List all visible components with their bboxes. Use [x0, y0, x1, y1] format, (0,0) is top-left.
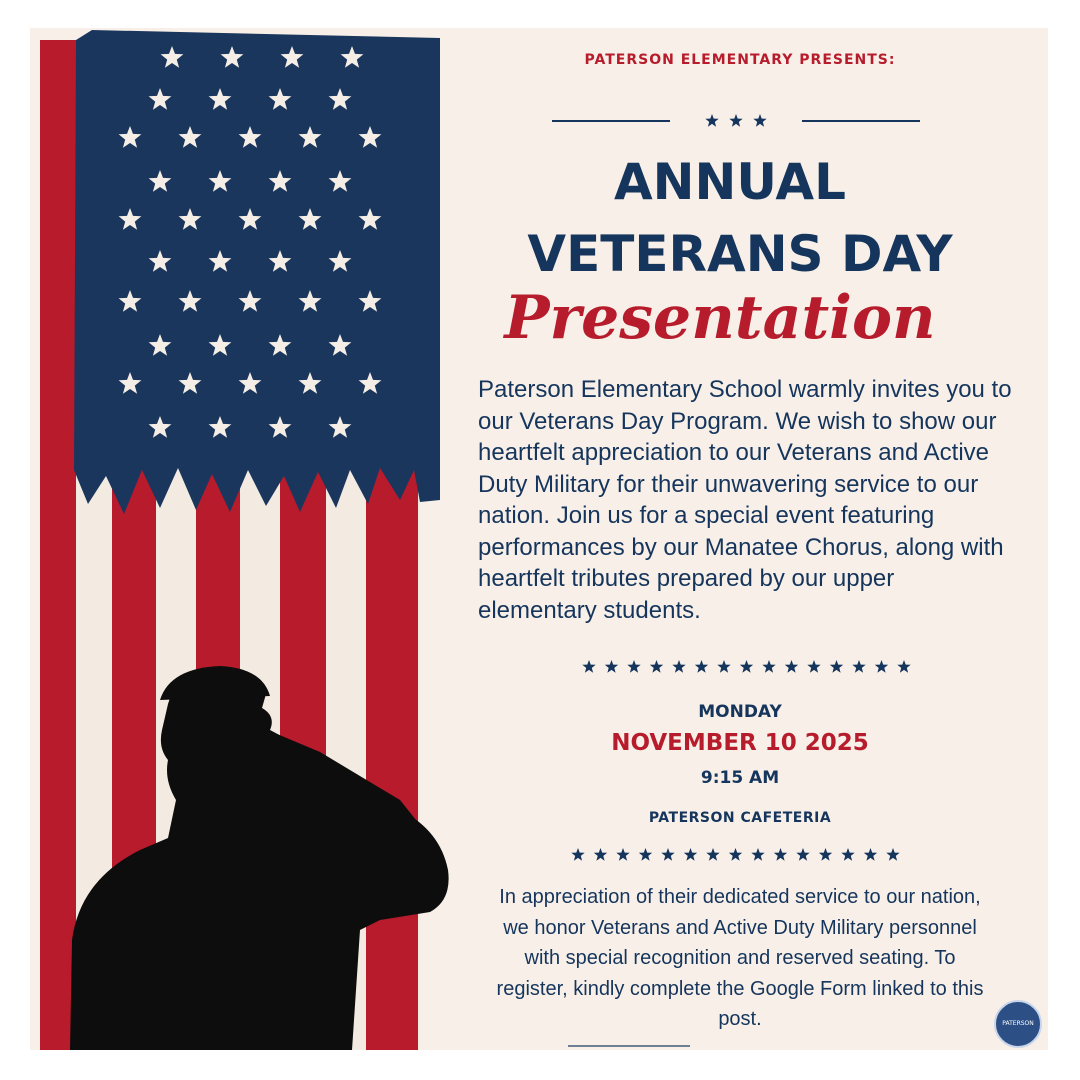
star-icon — [627, 660, 640, 673]
star-row-2 — [571, 848, 899, 861]
presenter-heading: PATERSON ELEMENTARY PRESENTS: — [584, 52, 896, 68]
school-seal: PATERSON — [994, 1000, 1042, 1048]
star-icon — [875, 660, 888, 673]
star-icon — [830, 660, 843, 673]
star-icon — [864, 848, 877, 861]
star-icon — [616, 848, 629, 861]
star-icon — [661, 848, 674, 861]
star-icon — [785, 660, 798, 673]
star-icon — [740, 660, 753, 673]
star-icon — [605, 660, 618, 673]
title-script: Presentation — [504, 283, 936, 353]
star-icon — [672, 660, 685, 673]
star-icon — [729, 114, 742, 127]
star-icon — [695, 660, 708, 673]
star-icon — [751, 848, 764, 861]
star-icon — [706, 848, 719, 861]
star-icon — [852, 660, 865, 673]
star-icon — [807, 660, 820, 673]
star-icon — [753, 114, 766, 127]
star-icon — [886, 848, 899, 861]
star-icon — [796, 848, 809, 861]
star-icon — [774, 848, 787, 861]
star-icon — [571, 848, 584, 861]
star-icon — [717, 660, 730, 673]
star-row-1 — [582, 660, 910, 673]
event-time: 9:15 AM — [700, 768, 780, 788]
divider-stars — [705, 114, 766, 127]
invitation-text: Paterson Elementary School warmly invites you to our Veterans Day Program. We wish to show our heartfelt appreciation to our Veterans and Active Duty Military for their unwavering service to our nation. Join us for a special event featuring performances by our Manatee Chorus, along with heartfelt tributes prepared by our upper elementary students. — [478, 376, 1012, 624]
star-icon — [582, 660, 595, 673]
star-icon — [729, 848, 742, 861]
star-icon — [819, 848, 832, 861]
closing-text: In appreciation of their dedicated service to our nation, we honor Veterans and Active Duty Military personnel with special recognition and reserved seating. To register, kindly complete the Google Form linked to this post. — [496, 886, 984, 1030]
event-date: NOVEMBER 10 2025 — [611, 730, 869, 756]
star-icon — [639, 848, 652, 861]
title-line-1: ANNUAL — [613, 153, 846, 211]
title-line-2: VETERANS DAY — [527, 225, 953, 283]
star-icon — [897, 660, 910, 673]
event-venue: PATERSON CAFETERIA — [648, 810, 832, 826]
star-icon — [841, 848, 854, 861]
star-icon — [684, 848, 697, 861]
event-day: MONDAY — [698, 702, 782, 722]
star-icon — [705, 114, 718, 127]
star-icon — [650, 660, 663, 673]
star-icon — [762, 660, 775, 673]
star-icon — [594, 848, 607, 861]
